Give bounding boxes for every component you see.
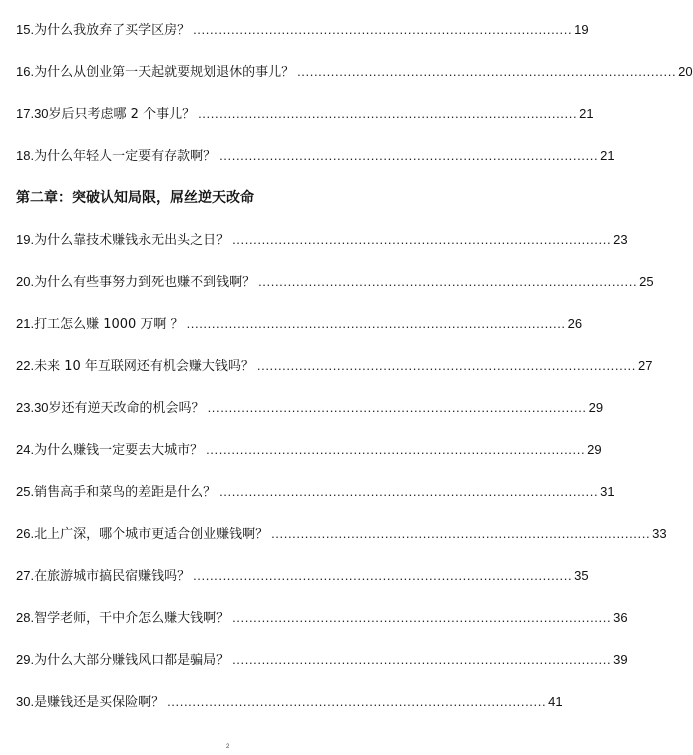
entry-title: 打工怎么赚 1000 万啊 ？ <box>34 317 184 332</box>
entry-page-number: 35 <box>574 568 589 583</box>
toc-entry[interactable] <box>16 230 628 250</box>
entry-page-number: 25 <box>639 274 654 289</box>
leader-dots: .......................................................................................... <box>186 316 566 331</box>
entry-number: 29. <box>16 652 35 667</box>
leader-dots: .......................................................................................... <box>232 652 612 667</box>
toc-entry[interactable] <box>16 62 693 82</box>
entry-title: 为什么有些事努力到死也赚不到钱啊？ <box>34 275 256 290</box>
entry-page-number: 27 <box>637 358 653 373</box>
entry-number: 23.30 <box>16 400 49 415</box>
entry-page-number: 20 <box>678 64 693 79</box>
leader-dots: .......................................................................................... <box>207 400 587 415</box>
toc-entry[interactable] <box>16 398 604 418</box>
entry-title: 在旅游城市搞民宿赚钱吗？ <box>34 569 191 584</box>
toc-entry[interactable] <box>16 146 615 166</box>
entry-title: 岁还有逆天改命的机会吗？ <box>48 401 205 416</box>
entry-page-number: 41 <box>548 694 563 709</box>
entry-title: 是赚钱还是买保险啊？ <box>34 695 165 710</box>
entry-number: 21. <box>16 316 35 331</box>
toc-entry[interactable] <box>16 692 563 712</box>
leader-dots: .......................................................................................... <box>258 274 638 289</box>
leader-dots: .......................................................................................... <box>271 526 651 541</box>
entry-title: 岁后只考虑哪 2 个事儿？ <box>48 107 196 122</box>
entry-title: 为什么我放弃了买学区房？ <box>34 23 191 38</box>
toc-entry[interactable] <box>16 650 628 670</box>
entry-page-number: 29 <box>587 442 602 457</box>
entry-number: 26. <box>16 526 35 541</box>
leader-dots: .......................................................................................... <box>219 148 599 163</box>
toc-entry[interactable] <box>16 20 589 40</box>
entry-number: 20. <box>16 274 35 289</box>
toc-entry[interactable] <box>16 440 602 460</box>
entry-title: 智学老师，干中介怎么赚大钱啊？ <box>34 611 230 626</box>
chapter-heading[interactable]: 第二章：突破认知局限，屌丝逆天改命 <box>16 190 254 206</box>
leader-dots: .......................................................................................... <box>297 64 677 79</box>
entry-page-number: 21 <box>579 106 594 121</box>
leader-dots: .......................................................................................... <box>193 568 573 583</box>
entry-page-number: 19 <box>574 22 589 37</box>
entry-number: 27. <box>16 568 35 583</box>
entry-number: 17.30 <box>16 106 49 121</box>
toc-entry[interactable] <box>16 272 654 292</box>
entry-title: 为什么大部分赚钱风口都是骗局？ <box>34 653 230 668</box>
entry-page-number: 26 <box>567 316 583 331</box>
entry-title: 为什么年轻人一定要有存款啊？ <box>34 149 217 164</box>
toc-entry[interactable] <box>16 608 628 628</box>
entry-title: 销售高手和菜鸟的差距是什么？ <box>34 485 217 500</box>
entry-page-number: 39 <box>613 652 628 667</box>
entry-page-number: 36 <box>613 610 628 625</box>
leader-dots: .......................................................................................... <box>206 442 586 457</box>
toc-entry[interactable] <box>16 482 615 502</box>
entry-page-number: 23 <box>613 232 628 247</box>
entry-number: 15. <box>16 22 35 37</box>
leader-dots: .......................................................................................... <box>193 22 573 37</box>
entry-page-number: 33 <box>652 526 667 541</box>
page-footer-number: 2 <box>226 744 230 750</box>
leader-dots: .......................................................................................... <box>167 694 547 709</box>
entry-number: 22. <box>16 358 35 373</box>
entry-number: 25. <box>16 484 35 499</box>
leader-dots: .......................................................................................... <box>198 106 578 121</box>
entry-page-number: 21 <box>600 148 615 163</box>
toc-entry[interactable] <box>16 566 589 586</box>
entry-page-number: 31 <box>600 484 615 499</box>
leader-dots: .......................................................................................... <box>232 610 612 625</box>
entry-title: 为什么赚钱一定要去大城市？ <box>34 443 204 458</box>
entry-title: 未来 10 年互联网还有机会赚大钱吗？ <box>34 359 254 374</box>
leader-dots: .......................................................................................... <box>232 232 612 247</box>
entry-number: 16. <box>16 64 35 79</box>
entry-number: 19. <box>16 232 35 247</box>
entry-number: 18. <box>16 148 35 163</box>
entry-title: 为什么靠技术赚钱永无出头之日？ <box>34 233 230 248</box>
toc-entry[interactable] <box>16 104 594 124</box>
leader-dots: .......................................................................................... <box>219 484 599 499</box>
entry-page-number: 29 <box>588 400 604 415</box>
entry-title: 北上广深，哪个城市更适合创业赚钱啊？ <box>34 527 269 542</box>
toc-entry[interactable] <box>16 356 653 376</box>
entry-number: 28. <box>16 610 35 625</box>
toc-entry[interactable] <box>16 524 667 544</box>
entry-number: 24. <box>16 442 35 457</box>
toc-entry[interactable] <box>16 314 583 334</box>
entry-number: 30. <box>16 694 35 709</box>
leader-dots: .......................................................................................... <box>256 358 636 373</box>
entry-title: 为什么从创业第一天起就要规划退休的事儿？ <box>34 65 295 80</box>
